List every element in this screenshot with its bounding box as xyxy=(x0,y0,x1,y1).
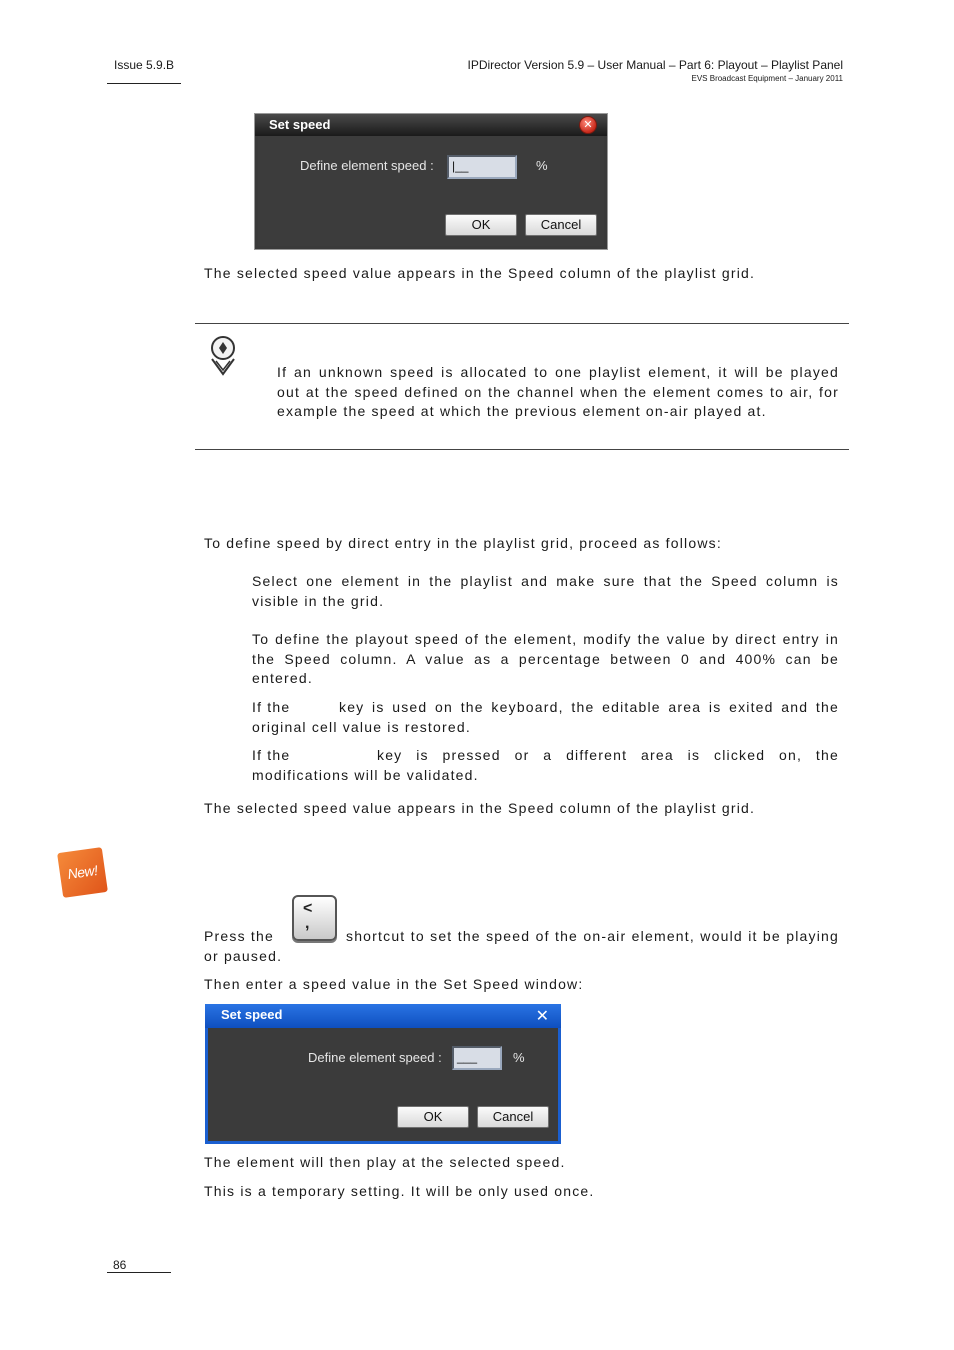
speed-label: Define element speed : xyxy=(308,1050,442,1065)
speed-input[interactable]: ___ xyxy=(452,1046,502,1070)
cancel-button[interactable]: Cancel xyxy=(477,1106,549,1128)
set-speed-dialog-blue xyxy=(205,1004,561,1144)
note-text: If an unknown speed is allocated to one playlist element, it will be played out at the speed defined on the channel when the element comes to air, for example the speed at which the previous element on-air played at. xyxy=(277,364,839,419)
dialog-body xyxy=(258,136,604,246)
dialog-title: Set speed xyxy=(255,114,607,136)
shortcut-text: shortcut to set the speed of the on-air element, would it be playing or paused. xyxy=(204,928,839,964)
shortcut-lead: Press the xyxy=(204,928,274,944)
header-subtitle: EVS Broadcast Equipment – January 2011 xyxy=(691,74,843,83)
ok-button[interactable]: OK xyxy=(445,214,517,236)
ok-button[interactable]: OK xyxy=(397,1106,469,1128)
header-issue: Issue 5.9.B xyxy=(114,58,175,72)
header-divider xyxy=(107,83,181,84)
paragraph-direct-entry-intro: To define speed by direct entry in the playlist grid, proceed as follows: xyxy=(204,535,722,551)
page-number: 86 xyxy=(113,1258,127,1272)
percent-unit: % xyxy=(536,158,548,173)
step-4-text: key is pressed or a different area is clicked on, the modifications will be validated. xyxy=(252,747,839,783)
lightbulb-tip-icon xyxy=(206,334,240,376)
step-3-text: key is used on the keyboard, the editable area is exited and the original cell value is restored. xyxy=(252,699,839,735)
paragraph-speed-column-2: The selected speed value appears in the Speed column of the playlist grid. xyxy=(204,800,756,816)
paragraph-temporary-setting: This is a temporary setting. It will be only used once. xyxy=(204,1183,595,1199)
close-icon[interactable]: ✕ xyxy=(579,116,597,134)
paragraph-speed-column: The selected speed value appears in the Speed column of the playlist grid. xyxy=(204,265,756,281)
speed-input[interactable]: |__ xyxy=(447,155,517,179)
header-title: IPDirector Version 5.9 – User Manual – Part 6: Playout – Playlist Panel xyxy=(467,58,843,72)
set-speed-dialog-dark xyxy=(254,113,608,250)
paragraph-play-selected-speed: The element will then play at the selected speed. xyxy=(204,1154,566,1170)
step-4-lead: If the xyxy=(252,747,291,763)
paragraph-enter-speed: Then enter a speed value in the Set Speed window: xyxy=(204,976,584,992)
step-1: Select one element in the playlist and make sure that the Speed column is visible in the grid. xyxy=(252,573,839,609)
percent-unit: % xyxy=(513,1050,525,1065)
speed-label: Define element speed : xyxy=(300,158,434,173)
cancel-button[interactable]: Cancel xyxy=(525,214,597,236)
step-3-lead: If the xyxy=(252,699,291,715)
new-badge: New! xyxy=(57,847,108,898)
key-top-symbol: < xyxy=(303,900,313,917)
footer-divider xyxy=(107,1272,171,1273)
step-2: To define the playout speed of the element, modify the value by direct entry in the Speed column. A value as a percentage between 0 and 400% can be entered. xyxy=(252,631,839,686)
key-bottom-symbol: , xyxy=(305,915,310,932)
note-top-rule xyxy=(195,323,849,324)
close-icon[interactable]: ✕ xyxy=(535,1008,549,1025)
dialog-body xyxy=(208,1028,558,1141)
note-bottom-rule xyxy=(195,449,849,450)
dialog-title: Set speed xyxy=(205,1004,561,1028)
